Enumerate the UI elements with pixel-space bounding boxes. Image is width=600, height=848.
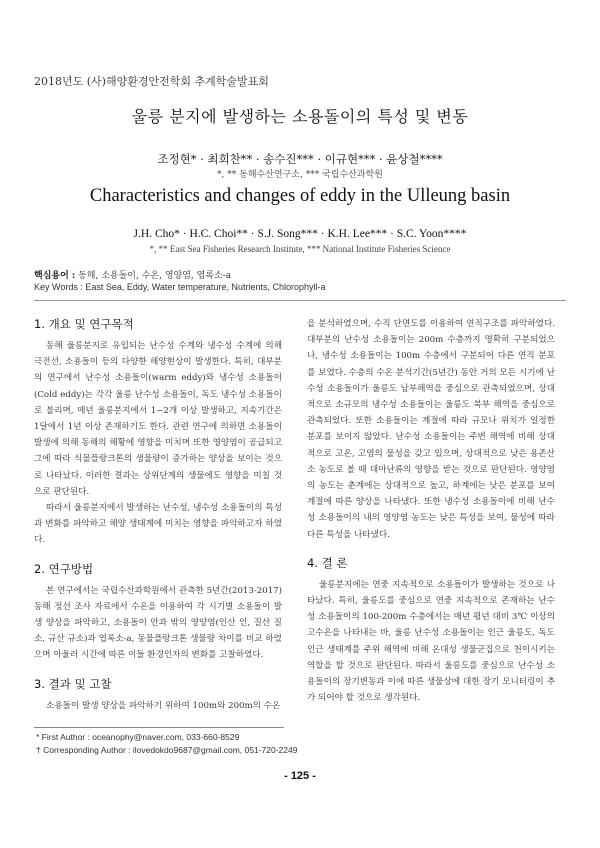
keywords-english-text: East Sea, Eddy, Water temperature, Nutrients, Chlorophyll-a [85, 282, 326, 292]
keywords-english [34, 282, 325, 292]
authors-english: J.H. Cho* · H.C. Choi** · S.J. Song*** · K.H. Lee*** · S.C. Yoon**** [133, 228, 467, 240]
affiliation-korean: *, ** 동해수산연구소, *** 국립수산과학원 [217, 170, 383, 180]
footnote-corresponding-author: † Corresponding Author : ilovedokdo9687@gmail.com, 051-720-2249 [36, 745, 298, 755]
section-heading-overview: 1. 개요 및 연구목적 [34, 317, 134, 331]
keywords-english-label: Key Words : [34, 282, 83, 292]
conference-name: 2018년도 (사)해양환경안전학회 추계학술발표회 [34, 75, 269, 88]
section-heading-methods: 2. 연구방법 [34, 561, 94, 576]
authors-korean: 조정현* · 최희찬** · 송수진*** · 이규현*** · 윤상철**** [157, 152, 443, 166]
paragraph: 울릉분지에는 연중 지속적으로 소용돌이가 발생하는 것으로 나타났다. 특히, 울릉도를 중심으로 연중 지속적으로 존재하는 난수성 소용돌이의 100-200m 수층에서는 매년 평년 대비 3℃ 이상의 고수온을 나타내는 바, 울릉 난수성 소용돌이는 인근 울릉도, 독도 인근 생태계를 주위 해역에 비해 온대성 생물군집으로 천이시키는 역할을 할 것으로 판단된다. 따라서 울릉도를 중심으로 난수성 소용돌이의 장기변동과 이에 따른 생물상에 대한 장기 모니터링이 추가 되어야 할 것으로 생각된다. [307, 579, 555, 704]
footnote-divider [34, 727, 284, 728]
section-heading-conclusion: 4. 결 론 [307, 555, 348, 570]
paragraph: 소용돌이 발생 양상을 파악하기 위하여 100m와 200m의 수온 [46, 700, 281, 711]
header-divider [34, 300, 566, 301]
title-korean: 울릉 분지에 발생하는 소용돌이의 특성 및 변동 [131, 107, 469, 126]
right-column [307, 316, 555, 706]
section-heading-results: 3. 결과 및 고찰 [34, 676, 112, 691]
page-number: - 125 - [284, 770, 316, 782]
affiliation-english: *, ** East Sea Fisheries Research Institute, *** National Institute Fisheries Science [149, 244, 451, 254]
keywords-korean [34, 268, 231, 281]
paragraph: 따라서 울릉분지에서 발생하는 난수성, 냉수성 소용돌이의 특성과 변화를 파악하고 해양 생태계에 미치는 영향을 파악하고자 하였다. [34, 503, 282, 546]
paragraph: 본 연구에서는 국립수산과학원에서 관측한 5년간(2013-2017) 동해 정선 조사 자료에서 수온을 이용하여 각 시기별 소용돌이 발생 양상을 파악하고, 소용돌이 안과 밖의 영양염(인산 인, 질산 질소, 규산 규소)과 엽록소-a, 동물플랑크톤 생물량 차이를 비교 하였으며 아울러 시간에 따른 이들 환경인자의 변화를 고찰하였다. [34, 585, 282, 661]
paragraph: 동해 울릉분지로 유입되는 난수성 수계와 냉수성 수계에 의해 극전선, 소용돌이 등의 다양한 해양현상이 발생한다. 특히, 대부분의 연구에서 난수성 소용돌이(warm eddy)와 냉수성 소용돌이(Cold eddy)는 각각 울릉 난수성 소용돌이, 독도 냉수성 소용돌이로 불리며, 매년 울릉분지에서 1~2개 이상 발생하고, 지속기간은 1달에서 1년 이상 존재하기도 한다. 관련 연구에 의하면 소용돌이 발생에 의해 동해의 해황에 영향을 미치며 또한 영양염이 공급되고 그에 따라 식물플랑크톤의 생물량이 증가하는 양상을 보이는 것으로 나타났다. 이러한 결과는 상위단계의 생물에도 영향을 미칠 것으로 판단된다. [34, 341, 282, 497]
paragraph-results: 을 분석하였으며, 수직 단면도를 이용하여 연직구조를 파악하였다. 대부분의 난수성 소용돌이는 200m 수층까지 명확히 구분되었으나, 냉수성 소용돌이는 100m 수층에서 구분되어 다른 연직 분포를 보였다. 수층의 수온 분석기간(5년간) 동안 거의 모든 시기에 난수성 소용돌이가 울릉도 남부해역을 중심으로 관측되었으며, 상대적으로 소규모의 냉수성 소용돌이는 울릉도 북부 해역을 중심으로 관측되었다. 또한 소용돌이는 계절에 따라 규모나 위치가 일정한 분포를 보이지 않았다. 난수성 소용돌이는 주변 해역에 비해 상대적으로 고온, 고염의 물성을 갖고 있으며, 상대적으로 낮은 용존산소 농도로 볼 때 대마난류의 영향을 받는 것으로 판단된다. 영양염의 농도는 춘계에는 상대적으로 높고, 하계에는 낮은 분포를 보여 계절에 따른 양상을 나타냈다. 또한 냉수성 소용돌이에 비해 난수성 소용돌이의 내의 영양염 농도는 낮은 특성을 보여, 물성에 따라 다른 특성을 나타냈다. [307, 319, 555, 540]
keywords-korean-text: 동해, 소용돌이, 수온, 영양염, 엽록소-a [78, 271, 232, 281]
keywords-korean-label: 핵심용어 : [34, 271, 76, 281]
left-column [34, 316, 282, 714]
footnote-first-author: * First Author : oceanophy@naver.com, 033-660-8529 [36, 732, 240, 742]
title-english: Characteristics and changes of eddy in the Ulleung basin [89, 186, 511, 206]
